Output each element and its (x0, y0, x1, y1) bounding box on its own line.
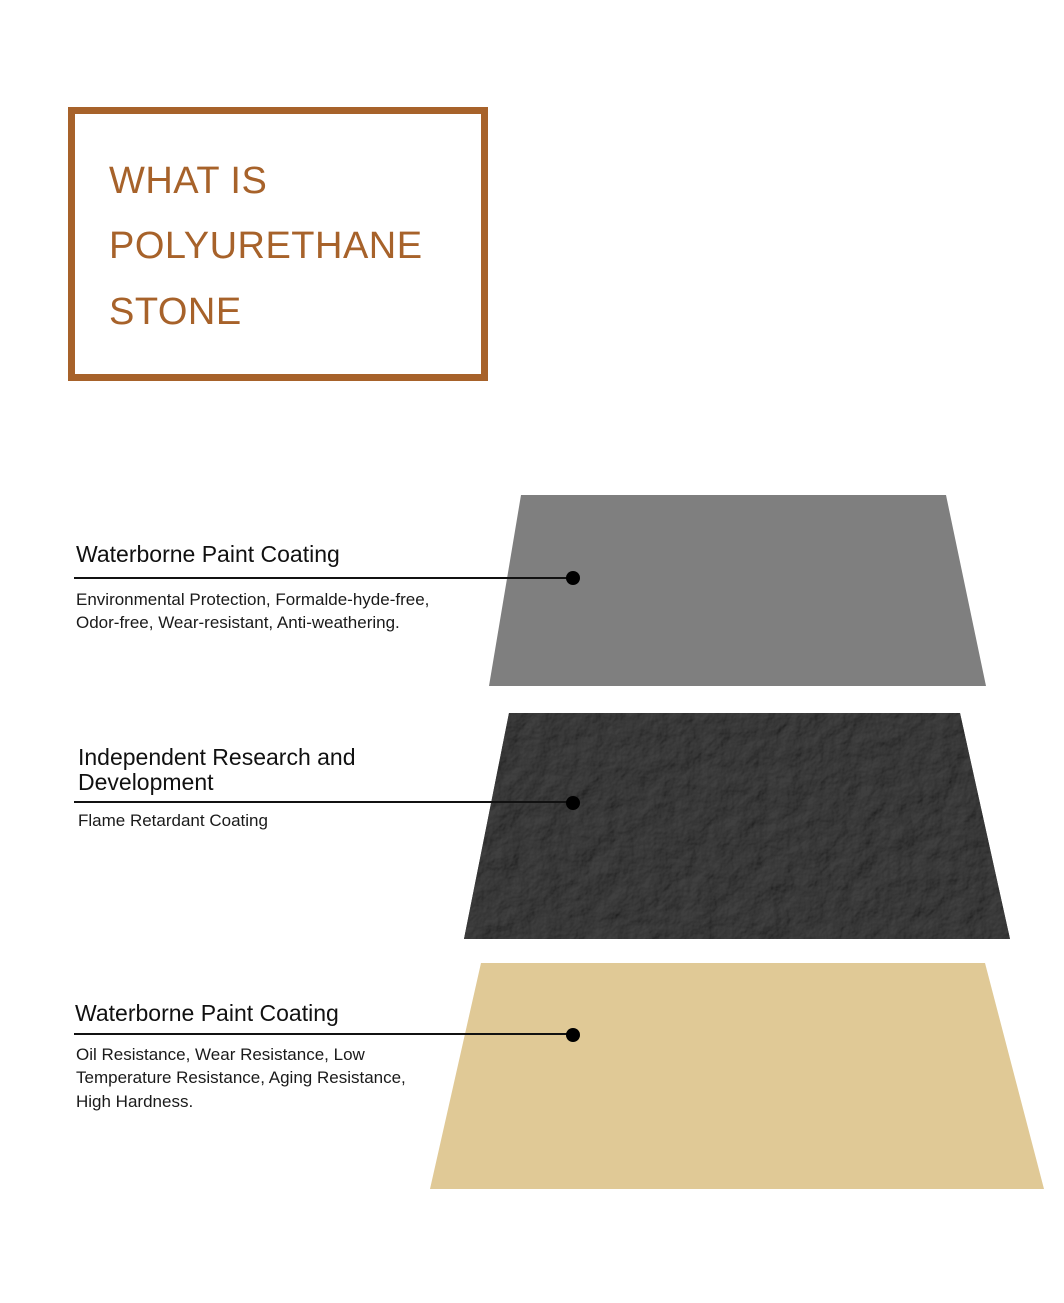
layer-2-heading-line-2: Development (78, 769, 214, 795)
layer-2-marker-dot (566, 796, 580, 810)
layer-2-heading-line-1: Independent Research and (78, 744, 356, 770)
layer-3-marker-dot (566, 1028, 580, 1042)
layer-1-marker-dot (566, 571, 580, 585)
layer-2-desc-line-1: Flame Retardant Coating (78, 811, 268, 830)
title-line-1: WHAT IS (109, 160, 268, 202)
layer-1-desc-line-1: Environmental Protection, Formalde-hyde-free, (76, 590, 430, 609)
layer-3-leader-line (74, 1033, 574, 1035)
layer-3-desc-line-1: Oil Resistance, Wear Resistance, Low (76, 1045, 365, 1064)
layer-1-heading: Waterborne Paint Coating (76, 541, 340, 567)
layer-2-leader-line (74, 801, 574, 803)
layer-3-desc-line-3: High Hardness. (76, 1092, 194, 1111)
title-line-2: POLYURETHANE (109, 225, 423, 267)
top-layer-slab (489, 495, 986, 686)
bottom-layer-slab (430, 963, 1044, 1189)
layer-1-leader-line (74, 577, 574, 579)
middle-layer-texture (464, 713, 1010, 939)
layer-3-heading: Waterborne Paint Coating (75, 1000, 339, 1026)
layer-3-desc-line-2: Temperature Resistance, Aging Resistance, (76, 1068, 406, 1087)
title-line-3: STONE (109, 291, 242, 333)
layer-1-desc-line-2: Odor-free, Wear-resistant, Anti-weathering. (76, 613, 400, 632)
